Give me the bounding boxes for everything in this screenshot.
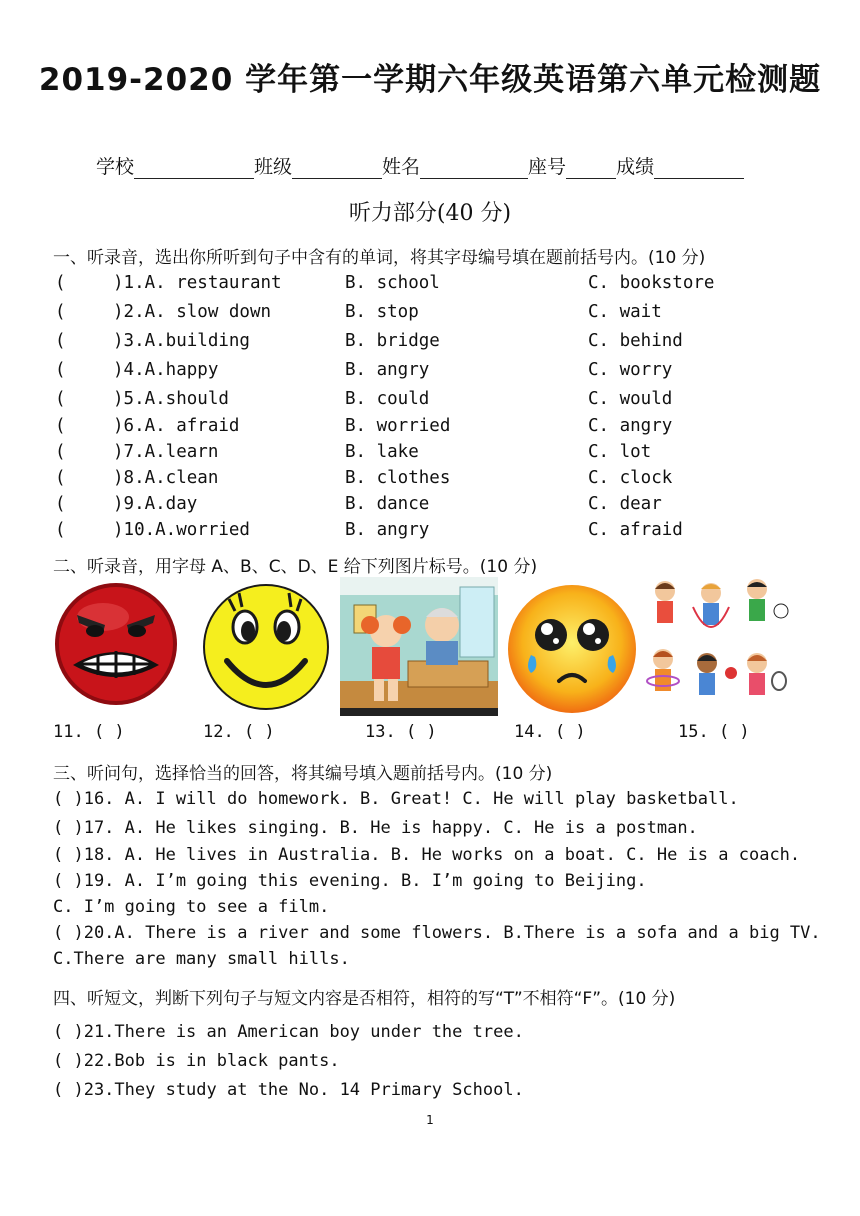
answer-paren[interactable]: ( (55, 360, 66, 380)
question-line: ( )16. A. I will do homework. B. Great! C. He will play basketball. (53, 789, 739, 809)
option-b: B. dance (345, 494, 430, 514)
section2-heading: 二、听录音，用字母 A、B、C、D、E 给下列图片标号。(10 分) (53, 557, 538, 577)
option-a: )6.A. afraid (113, 416, 240, 436)
question-line: ( )21.There is an American boy under the tree. (53, 1022, 524, 1042)
answer-paren[interactable]: ( (55, 494, 66, 514)
option-a: )4.A.happy (113, 360, 219, 380)
section1-heading: 一、听录音，选出你所听到句子中含有的单词，将其字母编号填在题前括号内。(10 分) (53, 248, 706, 268)
option-c: C. worry (588, 360, 673, 380)
option-b: B. lake (345, 442, 419, 462)
answer-paren[interactable]: ( (55, 468, 66, 488)
picture-label[interactable]: 13. ( ) (365, 722, 437, 742)
answer-paren[interactable]: ( (55, 416, 66, 436)
option-b: B. stop (345, 302, 419, 322)
name-label: 姓名 (382, 156, 421, 178)
question-row (53, 468, 833, 494)
option-c: C. would (588, 389, 673, 409)
option-a: )9.A.day (113, 494, 198, 514)
class-blank[interactable] (292, 158, 382, 179)
seat-label: 座号 (528, 156, 567, 178)
answer-paren[interactable]: ( (55, 442, 66, 462)
angry-face-image (53, 577, 179, 707)
question-line: ( )19. A. I’m going this evening. B. I’m going to Beijing. (53, 871, 647, 891)
option-b: B. angry (345, 520, 430, 540)
option-a: )3.A.building (113, 331, 250, 351)
answer-paren[interactable]: ( (55, 302, 66, 322)
score-label: 成绩 (616, 156, 655, 178)
option-c: C. bookstore (588, 273, 715, 293)
option-a: )7.A.learn (113, 442, 219, 462)
option-b: B. could (345, 389, 430, 409)
question-line: ( )18. A. He lives in Australia. B. He works on a boat. C. He is a coach. (53, 845, 801, 865)
class-label: 班级 (254, 156, 293, 178)
option-c: C. afraid (588, 520, 683, 540)
option-a: )10.A.worried (113, 520, 250, 540)
score-blank[interactable] (654, 158, 744, 179)
option-a: )1.A. restaurant (113, 273, 282, 293)
picture-label[interactable]: 14. ( ) (514, 722, 586, 742)
section-subtitle: 听力部分(40 分) (348, 201, 512, 226)
answer-paren[interactable]: ( (55, 273, 66, 293)
section3-heading: 三、听问句，选择恰当的回答，将其编号填入题前括号内。(10 分) (53, 764, 553, 784)
question-row (53, 416, 833, 442)
picture-label[interactable]: 15. ( ) (678, 722, 750, 742)
kids-sports-image (643, 577, 793, 717)
question-row (53, 494, 833, 520)
option-c: C. wait (588, 302, 662, 322)
question-line: C. I’m going to see a film. (53, 897, 330, 917)
school-label: 学校 (96, 156, 135, 178)
question-row (53, 273, 833, 299)
classroom-cartoon-image (340, 577, 498, 716)
question-line: ( )22.Bob is in black pants. (53, 1051, 340, 1071)
option-b: B. clothes (345, 468, 451, 488)
option-c: C. dear (588, 494, 662, 514)
picture-labels (53, 722, 793, 748)
section4-heading: 四、听短文，判断下列句子与短文内容是否相符，相符的写“T”不相符“F”。(10 分) (53, 989, 676, 1009)
option-c: C. behind (588, 331, 683, 351)
option-b: B. bridge (345, 331, 440, 351)
school-blank[interactable] (134, 158, 254, 179)
worried-face-image (505, 577, 639, 715)
option-a: )5.A.should (113, 389, 229, 409)
option-a: )8.A.clean (113, 468, 219, 488)
page-number: 1 (426, 1113, 434, 1127)
question-row (53, 520, 833, 546)
name-blank[interactable] (420, 158, 528, 179)
option-a: )2.A. slow down (113, 302, 272, 322)
option-c: C. clock (588, 468, 673, 488)
option-b: B. angry (345, 360, 430, 380)
question-line: C.There are many small hills. (53, 949, 350, 969)
option-c: C. lot (588, 442, 652, 462)
answer-paren[interactable]: ( (55, 331, 66, 351)
answer-paren[interactable]: ( (55, 389, 66, 409)
picture-row (53, 577, 793, 722)
happy-face-image (199, 577, 333, 711)
seat-blank[interactable] (566, 158, 616, 179)
question-row (53, 331, 833, 357)
question-line: ( )23.They study at the No. 14 Primary School. (53, 1080, 524, 1100)
picture-label[interactable]: 12. ( ) (203, 722, 275, 742)
question-line: ( )17. A. He likes singing. B. He is happy. C. He is a postman. (53, 818, 698, 838)
question-row (53, 302, 833, 328)
question-row (53, 360, 833, 386)
option-b: B. school (345, 273, 440, 293)
picture-label[interactable]: 11. ( ) (53, 722, 125, 742)
question-row (53, 442, 833, 468)
option-b: B. worried (345, 416, 451, 436)
option-c: C. angry (588, 416, 673, 436)
question-line: ( )20.A. There is a river and some flowers. B.There is a sofa and a big TV. (53, 923, 821, 943)
question-row (53, 389, 833, 415)
page-title: 2019-2020 学年第一学期六年级英语第六单元检测题 (38, 62, 822, 98)
student-info-line (96, 152, 744, 179)
answer-paren[interactable]: ( (55, 520, 66, 540)
